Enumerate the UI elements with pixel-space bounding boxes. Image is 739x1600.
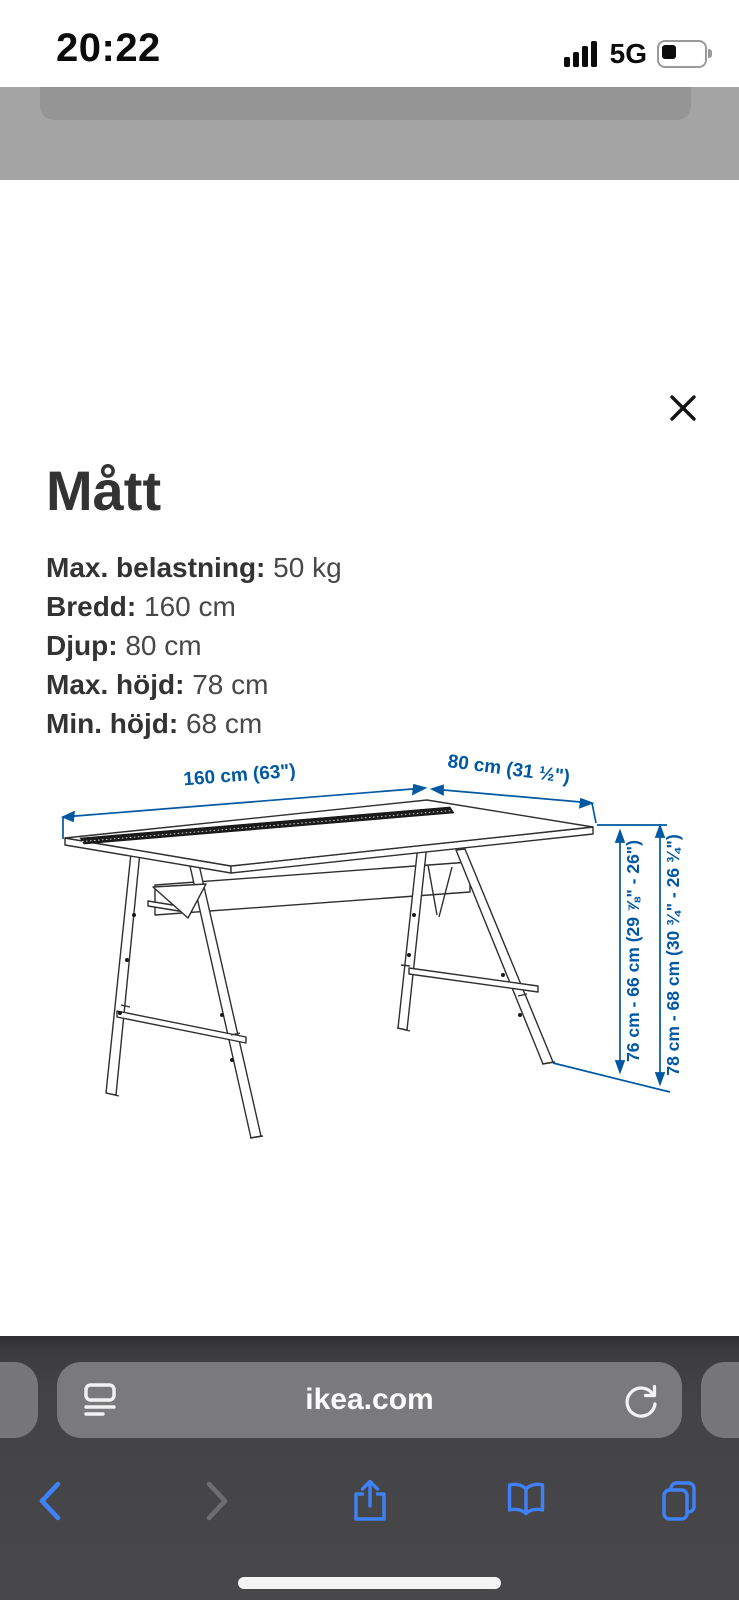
spec-value: 160 cm <box>144 591 236 622</box>
desk-dimension-diagram <box>0 715 739 1145</box>
forward-button[interactable] <box>191 1477 239 1525</box>
width-dimension-label: 160 cm (63") <box>182 760 297 791</box>
home-indicator[interactable] <box>238 1577 501 1589</box>
outer-height-dimension-label: 78 cm - 68 cm (30 ¾" - 26 ¾") <box>663 834 683 1076</box>
spec-label: Djup: <box>46 630 118 661</box>
spec-label: Max. belastning: <box>46 552 266 583</box>
network-type-label: 5G <box>609 38 647 69</box>
status-time: 20:22 <box>56 26 161 70</box>
right-front-leg <box>456 849 553 1064</box>
status-indicators <box>564 38 707 70</box>
reload-icon[interactable] <box>620 1379 662 1421</box>
spec-value: 80 cm <box>125 630 202 661</box>
status-bar <box>0 0 739 87</box>
leg-clips <box>118 913 522 1062</box>
spec-row <box>46 587 342 626</box>
spec-label: Max. höjd: <box>46 669 185 700</box>
measurements-sheet <box>0 180 739 1336</box>
battery-icon <box>657 40 707 68</box>
signal-bars-icon <box>564 41 600 67</box>
battery-cap <box>708 49 712 58</box>
spec-value: 78 cm <box>192 669 269 700</box>
background-page-card <box>40 87 691 120</box>
url-text: ikea.com <box>305 1383 434 1416</box>
left-back-leg <box>106 852 140 1095</box>
spec-list <box>46 548 342 743</box>
tabs-button[interactable] <box>655 1477 703 1525</box>
sheet-title: Mått <box>46 459 162 522</box>
bookmarks-button[interactable] <box>502 1477 550 1525</box>
back-icon <box>28 1477 76 1525</box>
spec-value: 68 cm <box>185 708 263 739</box>
share-icon <box>346 1477 394 1525</box>
reader-icon[interactable] <box>79 1379 121 1421</box>
spec-row <box>46 665 342 704</box>
spec-label: Min. höjd: <box>46 708 179 739</box>
safari-bottom-bar <box>0 1336 739 1600</box>
depth-dimension-label: 80 cm (31 ½") <box>446 751 572 788</box>
battery-fill <box>662 45 676 59</box>
bookmarks-icon <box>502 1477 550 1525</box>
desk-drawing <box>65 800 593 1138</box>
spec-value: 50 kg <box>273 552 342 583</box>
address-bar[interactable] <box>57 1362 682 1438</box>
adjacent-tab-right[interactable] <box>701 1362 739 1438</box>
dimmed-backdrop[interactable] <box>0 87 739 180</box>
share-button[interactable] <box>346 1477 394 1525</box>
spec-row <box>46 626 342 665</box>
spec-row <box>46 548 342 587</box>
tabs-icon <box>655 1477 703 1525</box>
back-button[interactable] <box>28 1477 76 1525</box>
close-icon <box>655 380 711 436</box>
depth-dimension-line <box>432 789 592 803</box>
adjacent-tab-left[interactable] <box>0 1362 38 1438</box>
spec-label: Bredd: <box>46 591 137 622</box>
close-button[interactable] <box>655 380 711 436</box>
inner-height-dimension-label: 76 cm - 66 cm (29 ⅞" - 26") <box>623 840 643 1062</box>
forward-icon <box>191 1477 239 1525</box>
